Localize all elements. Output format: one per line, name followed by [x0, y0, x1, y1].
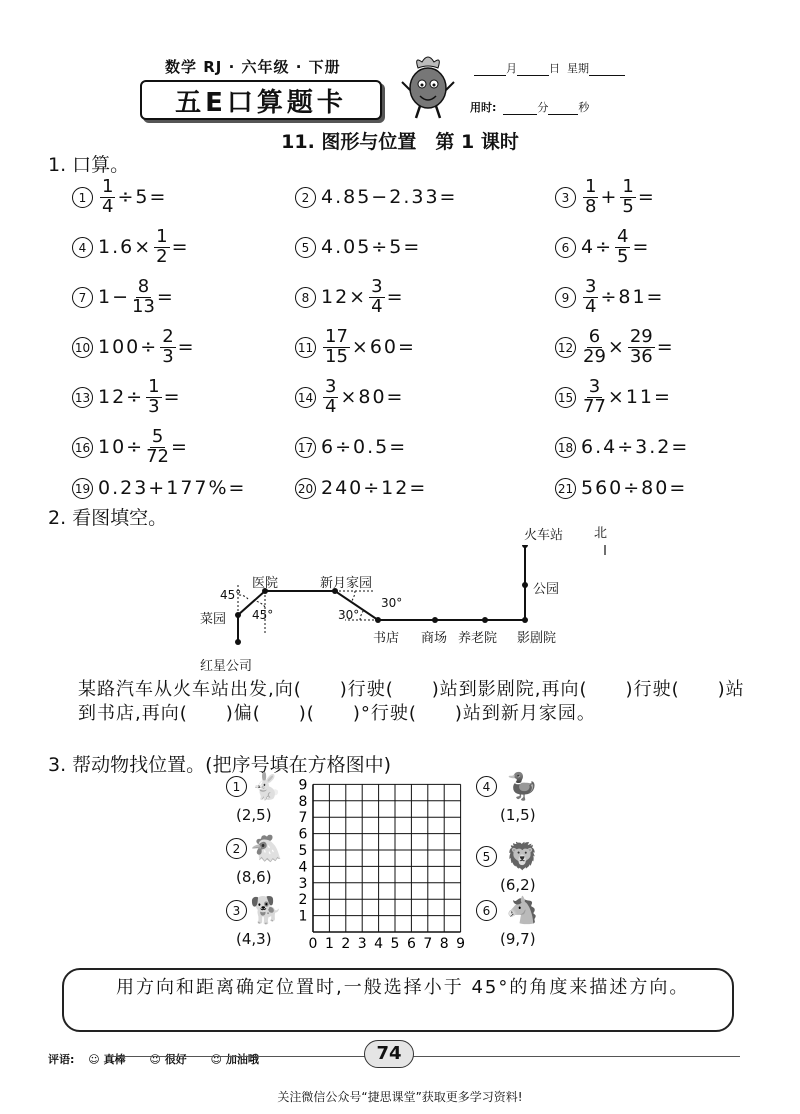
item-number: 15 — [555, 387, 576, 408]
map-hospital: 医院 — [252, 576, 279, 591]
route-map — [190, 545, 620, 665]
item-number: 17 — [295, 437, 316, 458]
map-theater: 影剧院 — [517, 631, 557, 646]
fraction: $\frac{1}{8}$ — [585, 175, 597, 217]
calc-item: 1 $\frac{1}{4}$ ÷5= — [72, 172, 167, 222]
calc-item: 20 240÷12= — [295, 463, 427, 513]
item-number: 21 — [555, 478, 576, 499]
item-number: 4 — [72, 237, 93, 258]
angle-45-left: 45° — [220, 588, 242, 602]
map-north: 北 — [594, 526, 608, 541]
calc-item: 11 $\frac{17}{15}$ ×60= — [295, 322, 416, 372]
animal-coordinate: (9,7) — [500, 930, 536, 948]
animal-coordinate: (1,5) — [500, 806, 536, 824]
item-number: 6 — [555, 237, 576, 258]
calc-item: 13 12÷ $\frac{1}{3}$ = — [72, 372, 181, 422]
lesson-title: 11. 图形与位置 第 1 课时 — [281, 131, 519, 153]
wechat-notice: 关注微信公众号“捷思课堂”获取更多学习资料! — [277, 1090, 523, 1104]
page-number: 74 — [364, 1040, 414, 1068]
fraction: $\frac{2}{3}$ — [162, 325, 174, 367]
calc-item: 8 12× $\frac{3}{4}$ = — [295, 272, 404, 322]
x-tick-label: 5 — [390, 936, 400, 950]
horse-icon: 🐴 — [506, 896, 539, 926]
item-number: 3 — [555, 187, 576, 208]
dog-icon: 🐕 — [250, 896, 283, 926]
note-text: 用方向和距离确定位置时,一般选择小于 45°的角度来描述方向。 — [116, 977, 690, 998]
y-tick-label: 6 — [298, 826, 308, 843]
item-number: 2 — [295, 187, 316, 208]
calc-item: 14 $\frac{3}{4}$ ×80= — [295, 372, 404, 422]
map-hongxing: 红星公司 — [200, 659, 253, 674]
x-tick-label: 0 — [308, 936, 318, 950]
fraction: $\frac{17}{15}$ — [325, 325, 348, 367]
animal-coordinate: (4,3) — [236, 930, 272, 948]
calc-item: 17 6÷0.5= — [295, 422, 407, 472]
y-tick-label: 9 — [298, 778, 308, 794]
item-number: 5 — [295, 237, 316, 258]
x-tick-label: 4 — [374, 936, 384, 950]
y-tick-label: 2 — [298, 892, 308, 909]
section2-title: 2. 看图填空。 — [48, 507, 168, 529]
item-number: 16 — [72, 437, 93, 458]
calc-item: 21 560÷80= — [555, 463, 687, 513]
fraction: $\frac{3}{4}$ — [371, 275, 383, 317]
mascot-icon — [398, 52, 458, 120]
fraction: $\frac{8}{13}$ — [132, 275, 155, 317]
section1-title: 1. 口算。 — [48, 154, 130, 176]
hen-icon: 🐔 — [250, 834, 283, 864]
calc-item: 15 $\frac{3}{77}$ ×11= — [555, 372, 672, 422]
item-number: 7 — [72, 287, 93, 308]
animal-number: 5 — [476, 846, 497, 867]
item-number: 20 — [295, 478, 316, 499]
animal-coordinate: (6,2) — [500, 876, 536, 894]
fraction: $\frac{5}{72}$ — [146, 425, 170, 467]
coordinate-grid[interactable] — [295, 778, 485, 950]
map-park: 公园 — [533, 582, 560, 597]
fraction: $\frac{3}{4}$ — [585, 275, 597, 317]
calc-item: 16 10÷ $\frac{5}{72}$ = — [72, 422, 189, 472]
fraction: $\frac{1}{4}$ — [102, 175, 114, 217]
map-nursing-home: 养老院 — [458, 631, 498, 646]
section3-title: 3. 帮动物找位置。(把序号填在方格图中) — [48, 754, 391, 776]
item-number: 12 — [555, 337, 576, 358]
calc-item: 12 $\frac{6}{29}$ × $\frac{29}{36}$ = — [555, 322, 675, 372]
date-field: 月 日 星期 — [474, 60, 625, 76]
calc-item: 7 1− $\frac{8}{13}$ = — [72, 272, 175, 322]
item-number: 18 — [555, 437, 576, 458]
x-tick-label: 9 — [456, 936, 466, 950]
fraction: $\frac{4}{5}$ — [617, 225, 629, 267]
animal-number: 4 — [476, 776, 497, 797]
item-number: 14 — [295, 387, 316, 408]
calc-item: 5 4.05÷5= — [295, 222, 421, 272]
section2-text: 某路汽车从火车站出发,向( )行驶( )站到影剧院,再向( )行驶( )站到书店,再向( )偏( )( )°行驶( )站到新月家园。 — [78, 679, 745, 724]
item-number: 13 — [72, 387, 93, 408]
item-number: 8 — [295, 287, 316, 308]
duck-icon: 🦆 — [506, 772, 539, 802]
map-train-station: 火车站 — [524, 528, 564, 543]
item-number: 10 — [72, 337, 93, 358]
y-tick-label: 7 — [298, 810, 308, 827]
fraction: $\frac{3}{77}$ — [583, 375, 606, 417]
calc-item: 6 4÷ $\frac{4}{5}$ = — [555, 222, 650, 272]
animal-number: 2 — [226, 838, 247, 859]
x-tick-label: 3 — [357, 936, 367, 950]
calc-item: 2 4.85−2.33= — [295, 172, 457, 222]
x-tick-label: 7 — [423, 936, 433, 950]
calc-item: 3 $\frac{1}{8}$ + $\frac{1}{5}$ = — [555, 172, 656, 222]
item-number: 9 — [555, 287, 576, 308]
evaluation-row: 评语: ☺ 真棒 ☺ 很好 ☺ 加油哦 — [48, 1053, 259, 1066]
map-mall: 商场 — [421, 631, 448, 646]
x-tick-label: 1 — [324, 936, 334, 950]
y-tick-label: 1 — [298, 908, 308, 925]
angle-30-left: 30° — [338, 608, 360, 622]
calc-item: 19 0.23+177%= — [72, 463, 246, 513]
time-field: 用时: 分 秒 — [470, 101, 590, 114]
animal-number: 1 — [226, 776, 247, 797]
fraction: $\frac{29}{36}$ — [629, 325, 653, 367]
animal-coordinate: (2,5) — [236, 806, 272, 824]
brand-banner: 五E口算题卡 — [140, 80, 382, 120]
item-number: 11 — [295, 337, 316, 358]
y-tick-label: 5 — [298, 843, 308, 859]
angle-45-right: 45° — [252, 608, 274, 622]
x-tick-label: 2 — [341, 936, 351, 950]
angle-30-right: 30° — [381, 596, 403, 610]
item-number: 19 — [72, 478, 93, 499]
fraction: $\frac{1}{3}$ — [148, 375, 160, 417]
fraction: $\frac{6}{29}$ — [583, 325, 606, 367]
map-bookstore: 书店 — [373, 631, 400, 646]
map-xinyue: 新月家园 — [320, 576, 373, 591]
animal-number: 3 — [226, 900, 247, 921]
y-tick-label: 8 — [298, 793, 308, 810]
y-tick-label: 3 — [298, 875, 308, 892]
calc-item: 10 100÷ $\frac{2}{3}$ = — [72, 322, 196, 372]
x-tick-label: 6 — [406, 936, 416, 950]
series-label: 数学 RJ · 六年级 · 下册 — [165, 58, 341, 76]
fraction: $\frac{3}{4}$ — [325, 375, 337, 417]
rabbit-icon: 🐇 — [250, 772, 283, 802]
y-tick-label: 4 — [298, 859, 308, 876]
fraction: $\frac{1}{5}$ — [622, 175, 634, 217]
calc-item: 9 $\frac{3}{4}$ ÷81= — [555, 272, 664, 322]
animal-coordinate: (8,6) — [236, 868, 272, 886]
calc-item: 4 1.6× $\frac{1}{2}$ = — [72, 222, 190, 272]
map-vegetable-garden: 菜园 — [200, 612, 227, 627]
calc-item: 18 6.4÷3.2= — [555, 422, 689, 472]
fraction: $\frac{1}{2}$ — [156, 225, 168, 267]
lion-icon: 🦁 — [506, 842, 539, 872]
item-number: 1 — [72, 187, 93, 208]
x-tick-label: 8 — [439, 936, 449, 950]
animal-number: 6 — [476, 900, 497, 921]
